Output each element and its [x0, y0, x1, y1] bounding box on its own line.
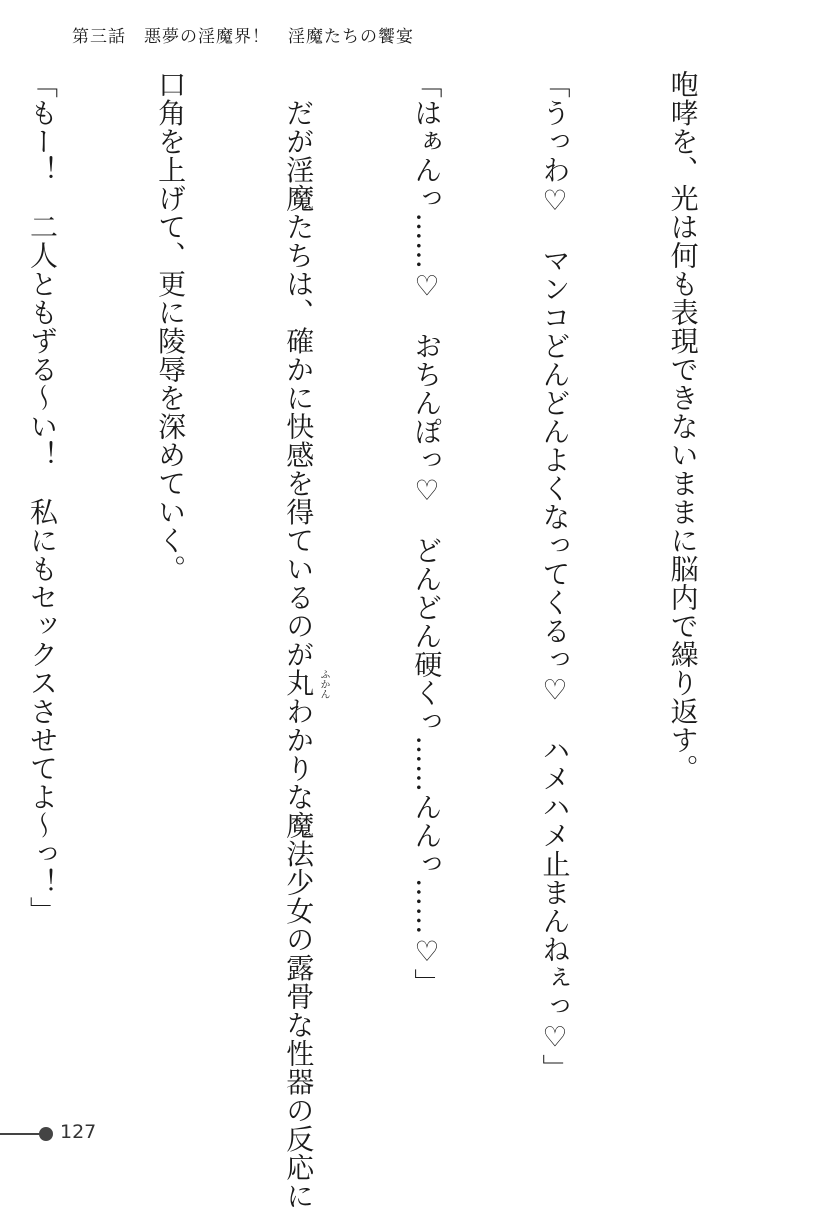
text-line: 咆哮を、光は何も表現できないままに脳内で繰り返す。: [666, 70, 700, 783]
text-line: 「はぁんっ……♡ おちんぽっ♡ どんどん硬くっ……んんっ……♡」: [410, 70, 444, 997]
text-line: だが淫魔たちは、確かに快感を得ているのが丸わかりな魔法少女の露骨な性器の反応に: [282, 70, 316, 1210]
furigana-annotation: ふかん: [318, 669, 329, 699]
footer-dot-icon: [39, 1127, 53, 1141]
text-line: 「もー！ 二人ともずる～い！ 私にもセックスさせてよ～っ！」: [26, 70, 60, 925]
page-number: 127: [60, 1121, 97, 1143]
text-line: 「うっわ♡ マンコどんどんよくなってくるっ♡ ハメハメ止まんねぇっ♡」: [538, 70, 572, 1083]
text-line: 口角を上げて、更に陵辱を深めていく。: [154, 70, 188, 583]
running-header: 第三話 悪夢の淫魔界！ 淫魔たちの饗宴: [72, 27, 414, 47]
